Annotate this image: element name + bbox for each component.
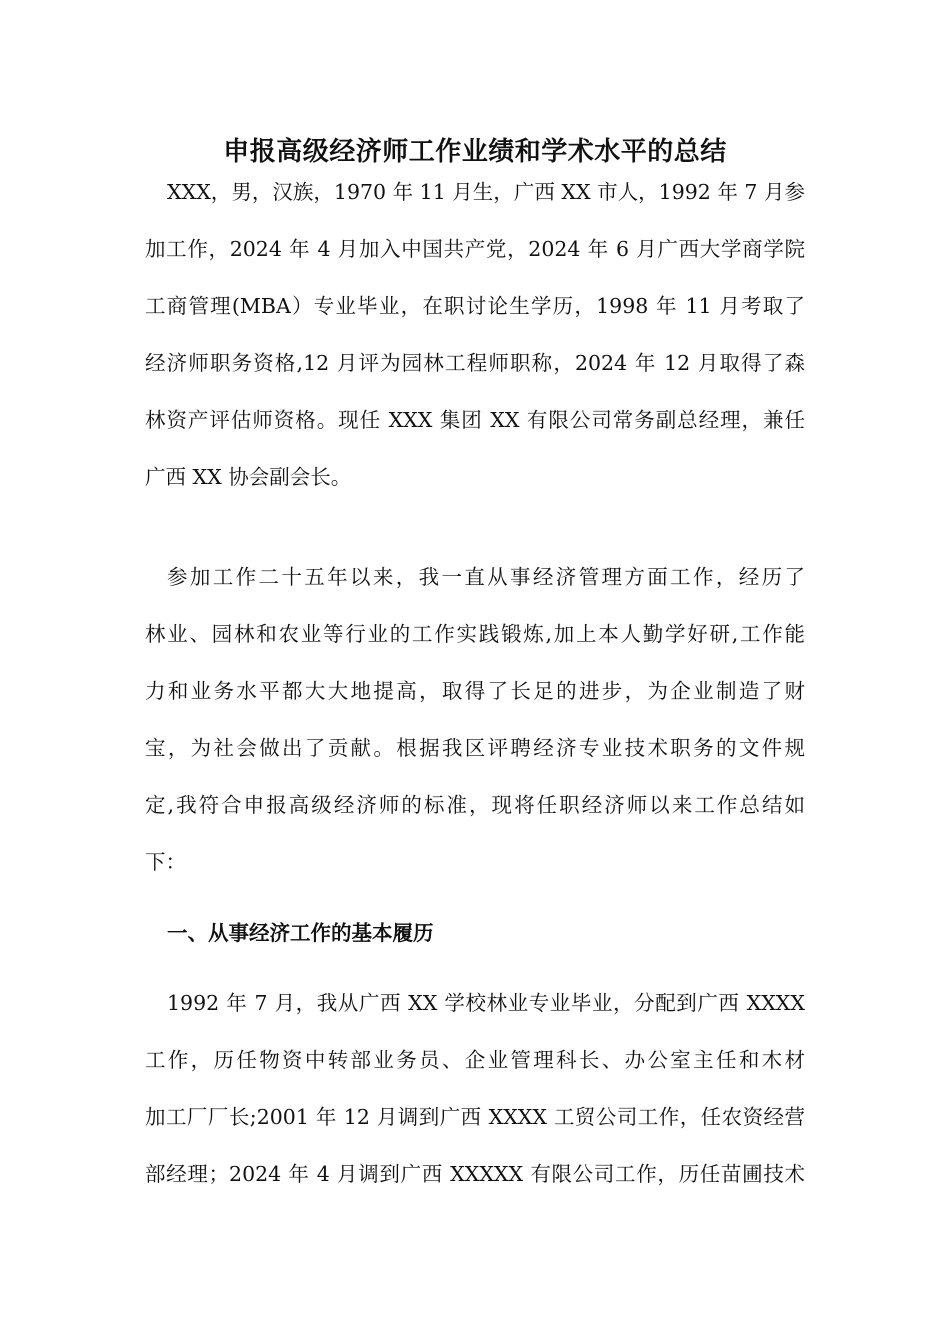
- paragraph-work-history: [145, 975, 805, 1203]
- paragraph-line: 定,我符合申报高级经济师的标准，现将任职经济师以来工作总结如: [145, 793, 805, 817]
- paragraph-line: 经济师职务资格,12 月评为园林工程师职称，2024 年 12 月取得了森: [145, 351, 805, 375]
- paragraph-line: 加工作，2024 年 4 月加入中国共产党，2024 年 6 月广西大学商学院: [145, 237, 805, 261]
- paragraph-personal-info: [145, 164, 805, 506]
- paragraph-line: 参加工作二十五年以来，我一直从事经济管理方面工作，经历了: [167, 565, 805, 589]
- paragraph-line: 林业、园林和农业等行业的工作实践锻炼,加上本人勤学好研,工作能: [145, 622, 805, 646]
- paragraph-line: 1992 年 7 月，我从广西 XX 学校林业专业毕业，分配到广西 XXXX: [167, 991, 805, 1015]
- paragraph-line: 工商管理(MBA）专业毕业，在职讨论生学历，1998 年 11 月考取了: [145, 294, 805, 318]
- paragraph-line: 宝，为社会做出了贡献。根据我区评聘经济专业技术职务的文件规: [145, 736, 805, 760]
- paragraph-line: 力和业务水平都大大地提高，取得了长足的进步，为企业制造了财: [145, 679, 805, 703]
- paragraph-line: 广西 XX 协会副会长。: [145, 465, 352, 489]
- paragraph-line: 加工厂厂长;2001 年 12 月调到广西 XXXX 工贸公司工作，任农资经营: [145, 1105, 805, 1129]
- paragraph-line: 林资产评估师资格。现任 XXX 集团 XX 有限公司常务副总经理，兼任: [145, 408, 805, 432]
- document-title: 申报高级经济师工作业绩和学术水平的总结: [223, 137, 727, 167]
- paragraph-line: 工作，历任物资中转部业务员、企业管理科长、办公室主任和木材: [145, 1048, 805, 1072]
- paragraph-line: 下：: [145, 850, 186, 874]
- paragraph-career-overview: [145, 549, 805, 891]
- section-heading: 一、从事经济工作的基本履历: [167, 921, 434, 945]
- paragraph-line: 部经理；2024 年 4 月调到广西 XXXXX 有限公司工作，历任苗圃技术: [145, 1162, 805, 1186]
- paragraph-line: XXX，男，汉族，1970 年 11 月生，广西 XX 市人，1992 年 7 月参: [167, 180, 805, 204]
